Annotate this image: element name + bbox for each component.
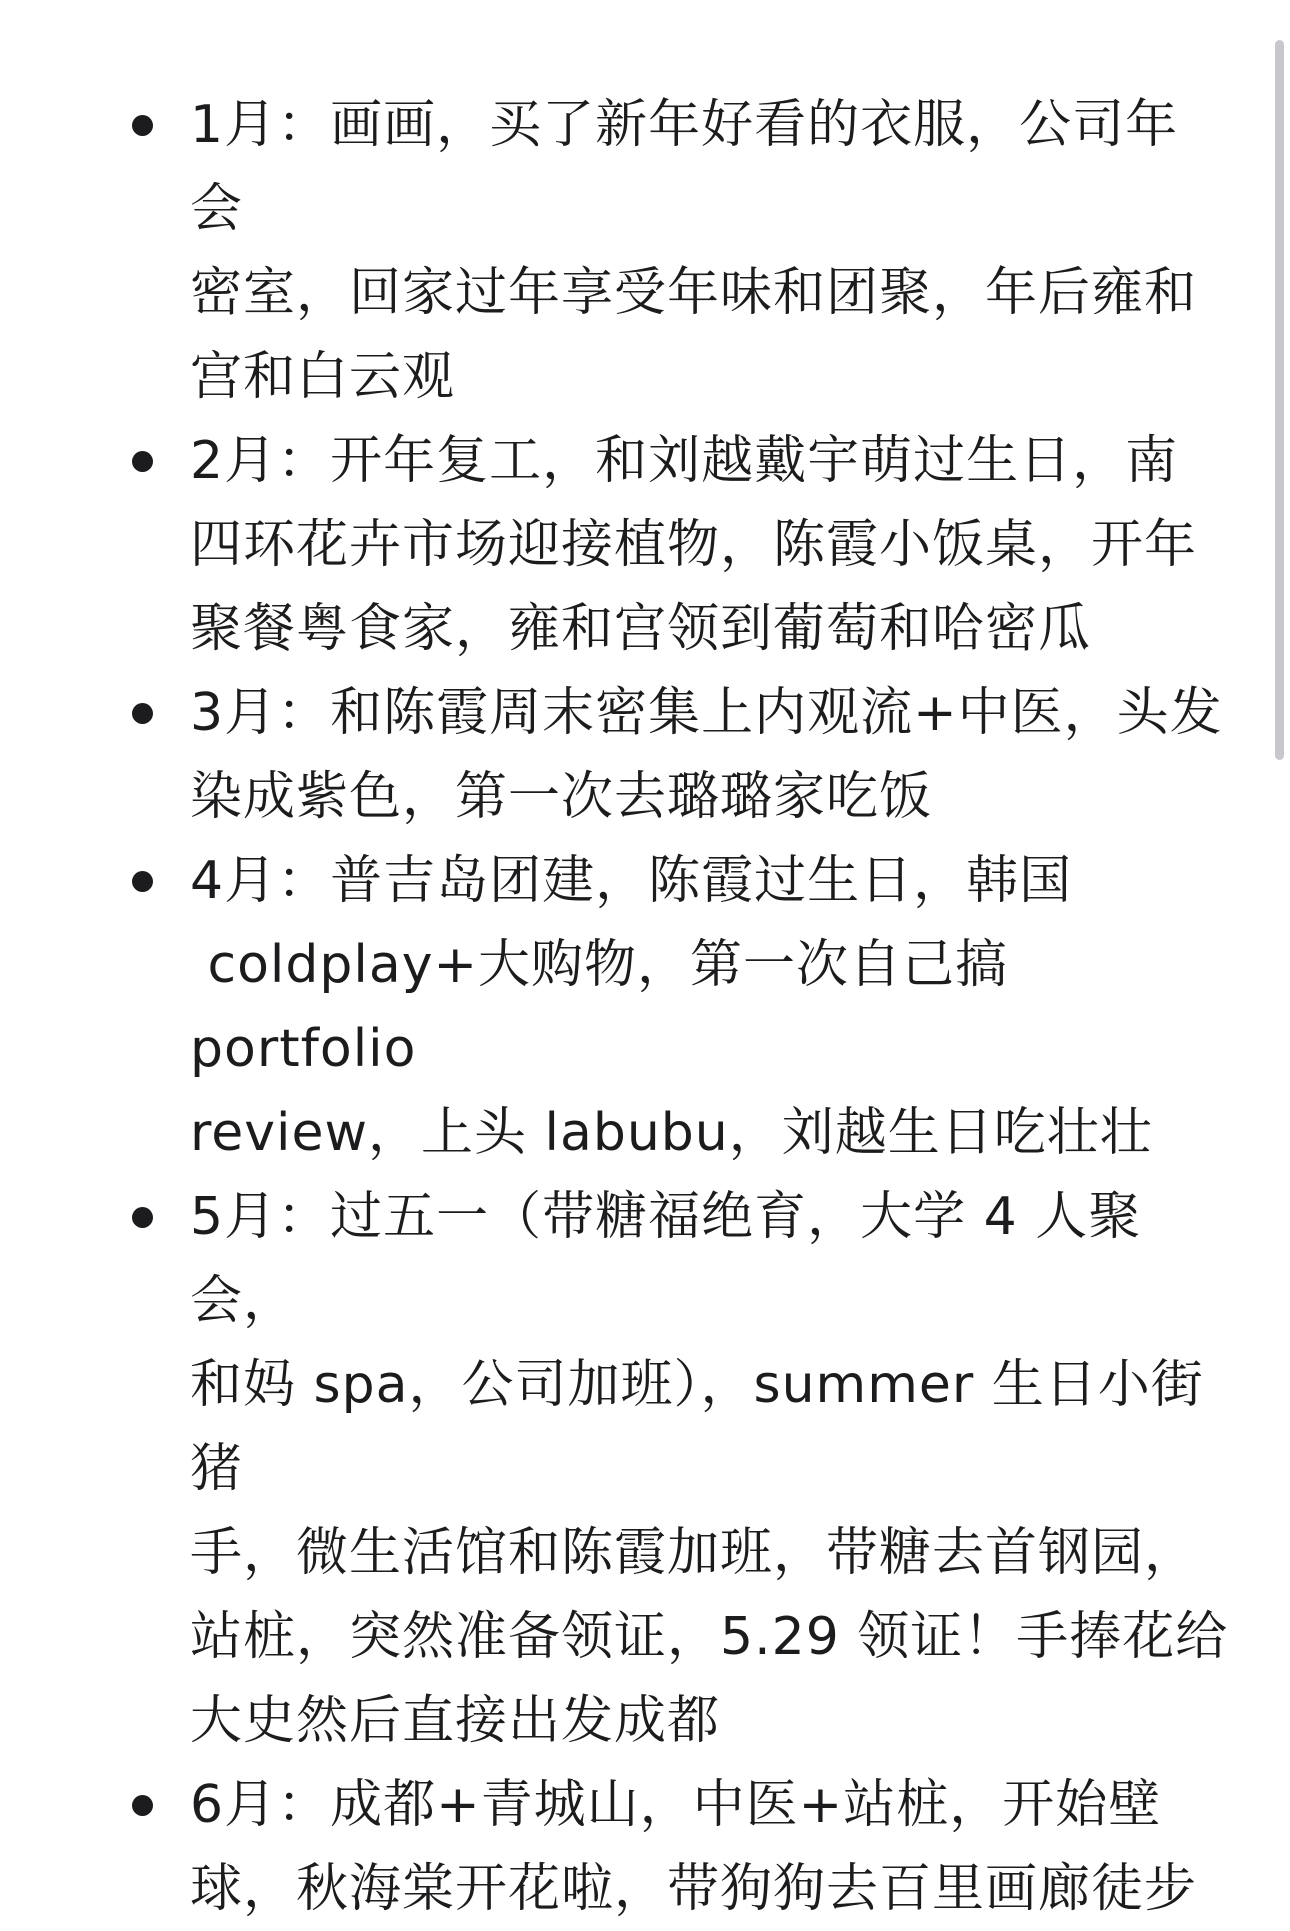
bullet-dot-icon — [132, 703, 153, 724]
list-item-mar — [190, 671, 1230, 839]
list-item-apr — [190, 839, 1230, 1175]
list-item-text: 3月：和陈霞周末密集上内观流+中医，头发 染成紫色，第一次去璐璐家吃饭 — [190, 683, 1223, 827]
list-item-may — [190, 1175, 1230, 1763]
bullet-dot-icon — [132, 451, 153, 472]
list-item-text: 4月：普吉岛团建，陈霞过生日，韩国 coldplay+大购物，第一次自己搞 portfolio review，上头 labubu，刘越生日吃壮壮 — [190, 851, 1153, 1163]
vertical-scrollbar[interactable] — [1275, 40, 1284, 760]
bullet-dot-icon — [132, 871, 153, 892]
bullet-dot-icon — [132, 1795, 153, 1816]
list-item-text: 2月：开年复工，和刘越戴宇萌过生日，南 四环花卉市场迎接植物，陈霞小饭桌，开年 聚餐粤食家，雍和宫领到葡萄和哈密瓜 — [190, 431, 1198, 659]
bullet-list — [190, 83, 1230, 1931]
list-item-jun — [190, 1763, 1230, 1931]
list-item-text: 5月：过五一（带糖福绝育，大学 4 人聚会， 和妈 spa，公司加班），summer 生日小街猪 手，微生活馆和陈霞加班，带糖去首钢园， 站桩，突然准备领证，5.29 领证！手捧花给 大史然后直接出发成都 — [190, 1187, 1229, 1751]
list-item-text: 1月：画画，买了新年好看的衣服，公司年会 密室，回家过年享受年味和团聚，年后雍和 宫和白云观 — [190, 95, 1198, 407]
bullet-dot-icon — [132, 115, 153, 136]
bullet-dot-icon — [132, 1207, 153, 1228]
list-item-jan — [190, 83, 1230, 419]
list-item-feb — [190, 419, 1230, 671]
list-item-text: 6月：成都+青城山，中医+站桩，开始壁 球，秋海棠开花啦，带狗狗去百里画廊徒步 — [190, 1775, 1198, 1919]
